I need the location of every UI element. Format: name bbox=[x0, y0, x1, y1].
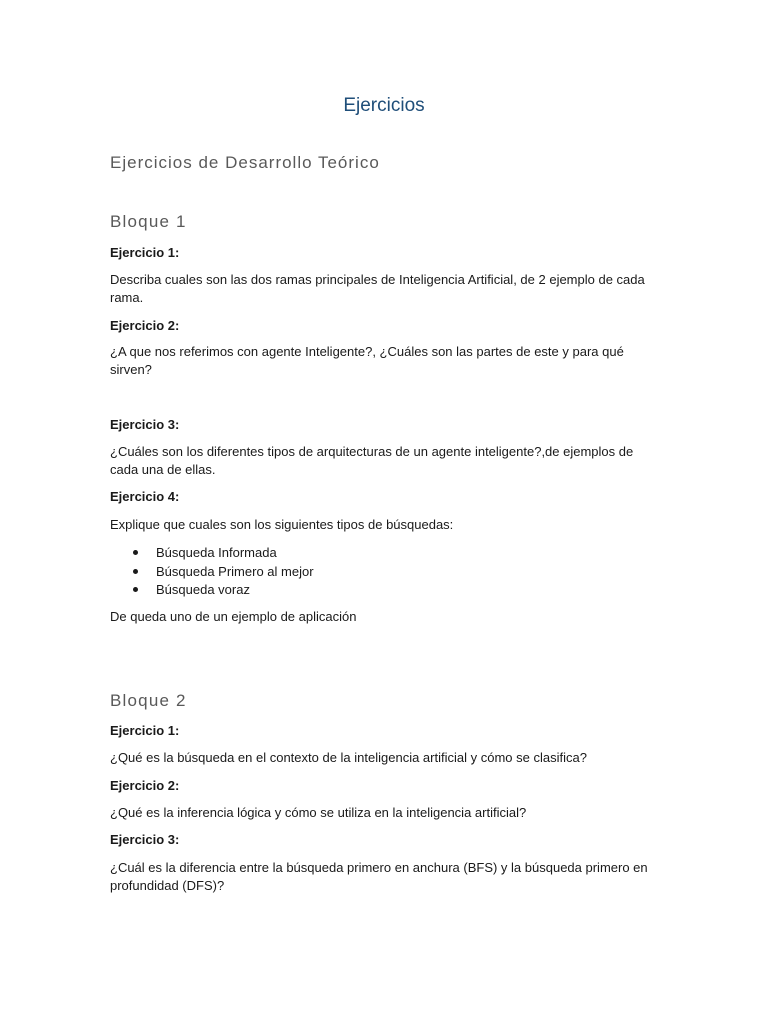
list-item bbox=[110, 563, 314, 582]
bloque-2-ejercicio-2-text: ¿Qué es la inferencia lógica y cómo se utiliza en la inteligencia artificial? bbox=[110, 805, 527, 820]
bullet-icon bbox=[133, 587, 138, 592]
bloque-2-ejercicio-3-label: Ejercicio 3: bbox=[110, 832, 180, 847]
bloque-2-ejercicio-1-label: Ejercicio 1: bbox=[110, 723, 180, 738]
bullet-icon bbox=[133, 550, 138, 555]
bloque-1-ejercicio-1-text: Describa cuales son las dos ramas principales de Inteligencia Artificial, de 2 ejemplo de cada rama. bbox=[110, 272, 645, 305]
bloque-1-ejercicio-4-text: Explique que cuales son los siguientes tipos de búsquedas: bbox=[110, 517, 454, 532]
bloque-1-ejercicio-4-footer: De queda uno de un ejemplo de aplicación bbox=[110, 609, 357, 624]
bullet-text: Búsqueda Primero al mejor bbox=[156, 563, 314, 579]
bullet-text: Búsqueda voraz bbox=[156, 582, 250, 597]
bloque-1-ejercicio-3-label: Ejercicio 3: bbox=[110, 417, 180, 432]
bloque-2-ejercicio-2-label: Ejercicio 2: bbox=[110, 778, 180, 793]
bullet-icon bbox=[133, 569, 138, 574]
bloque-1-ejercicio-3-text: ¿Cuáles son los diferentes tipos de arquitecturas de un agente inteligente?,de ejemplos de cada una de ellas. bbox=[110, 444, 634, 477]
bloque-1-ejercicio-4-label: Ejercicio 4: bbox=[110, 489, 180, 504]
section-subtitle: Ejercicios de Desarrollo Teórico bbox=[110, 153, 380, 172]
bloque-1-heading: Bloque 1 bbox=[110, 212, 187, 231]
busqueda-bullet-list bbox=[110, 544, 314, 600]
bloque-1-ejercicio-1-label: Ejercicio 1: bbox=[110, 245, 180, 260]
bloque-2-heading: Bloque 2 bbox=[110, 691, 187, 710]
list-item bbox=[110, 544, 314, 563]
bullet-text: Búsqueda Informada bbox=[156, 545, 277, 560]
list-item bbox=[110, 581, 314, 600]
bloque-1-ejercicio-2-text: ¿A que nos referimos con agente Inteligente?, ¿Cuáles son las partes de este y para qué sirven? bbox=[110, 344, 624, 377]
bloque-2-ejercicio-1-text: ¿Qué es la búsqueda en el contexto de la inteligencia artificial y cómo se clasifica? bbox=[110, 750, 587, 765]
bloque-1-ejercicio-2-label: Ejercicio 2: bbox=[110, 318, 180, 333]
document-title: Ejercicios bbox=[343, 95, 425, 116]
bloque-2-ejercicio-3-text: ¿Cuál es la diferencia entre la búsqueda primero en anchura (BFS) y la búsqueda primero en profundidad (DFS)? bbox=[110, 860, 648, 893]
